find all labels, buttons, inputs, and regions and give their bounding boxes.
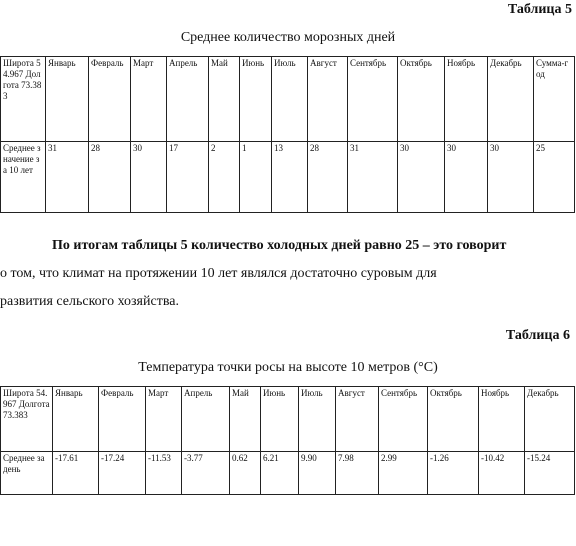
header-cell: Октябрь [428,387,479,452]
header-cell: Февраль [89,57,131,142]
value-cell: -11.53 [146,452,182,495]
value-cell: -3.77 [182,452,230,495]
value-cell: 6.21 [261,452,299,495]
value-cell: 0.62 [230,452,261,495]
table-row [1,452,575,495]
value-cell: 28 [89,142,131,213]
header-cell: Сумма-год [534,57,575,142]
header-cell: Август [308,57,348,142]
header-cell: Широта 54.967 Долгота 73.383 [1,387,53,452]
frost-days-table [0,56,575,213]
value-cell: 30 [445,142,488,213]
header-cell: Декабрь [488,57,534,142]
header-cell: Декабрь [525,387,575,452]
table-header-row [1,57,575,142]
header-cell: Май [209,57,240,142]
header-cell: Март [131,57,167,142]
row-label: Среднее за день [1,452,53,495]
table-header-row [1,387,575,452]
value-cell: -17.24 [99,452,146,495]
header-cell: Апрель [167,57,209,142]
header-cell: Май [230,387,261,452]
header-cell: Июль [299,387,336,452]
header-cell: Январь [53,387,99,452]
table-row [1,142,575,213]
value-cell: -10.42 [479,452,525,495]
header-cell: Январь [46,57,89,142]
value-cell: 13 [272,142,308,213]
table5-title: Среднее количество морозных дней [180,30,396,45]
value-cell: 31 [348,142,398,213]
value-cell: 30 [131,142,167,213]
table6-title: Температура точки росы на высоте 10 метров (°C) [138,360,438,375]
value-cell: 2.99 [379,452,428,495]
header-cell: Август [336,387,379,452]
paragraph-line: о том, что климат на протяжении 10 лет являлся достаточно суровым для [0,266,437,281]
header-cell: Ноябрь [479,387,525,452]
row-label: Среднее значение за 10 лет [1,142,46,213]
value-cell: -15.24 [525,452,575,495]
value-cell: 28 [308,142,348,213]
value-cell: 25 [534,142,575,213]
header-cell: Февраль [99,387,146,452]
value-cell: 17 [167,142,209,213]
value-cell: -17.61 [53,452,99,495]
header-cell: Июнь [240,57,272,142]
paragraph-line: развития сельского хозяйства. [0,294,179,309]
conclusion-paragraph [0,232,576,316]
header-cell: Апрель [182,387,230,452]
value-cell: 9.90 [299,452,336,495]
paragraph-line: По итогам таблицы 5 количество холодных дней равно 25 – это говорит [52,238,507,253]
table5-number: Таблица 5 [507,2,572,17]
value-cell: 2 [209,142,240,213]
header-cell: Сентябрь [348,57,398,142]
header-cell: Сентябрь [379,387,428,452]
dew-point-table [0,386,575,495]
table6-number: Таблица 6 [505,328,570,343]
header-cell: Широта 54.967 Долгота 73.383 [1,57,46,142]
value-cell: -1.26 [428,452,479,495]
header-cell: Октябрь [398,57,445,142]
header-cell: Июнь [261,387,299,452]
value-cell: 1 [240,142,272,213]
value-cell: 7.98 [336,452,379,495]
value-cell: 30 [488,142,534,213]
header-cell: Ноябрь [445,57,488,142]
header-cell: Март [146,387,182,452]
value-cell: 31 [46,142,89,213]
value-cell: 30 [398,142,445,213]
header-cell: Июль [272,57,308,142]
